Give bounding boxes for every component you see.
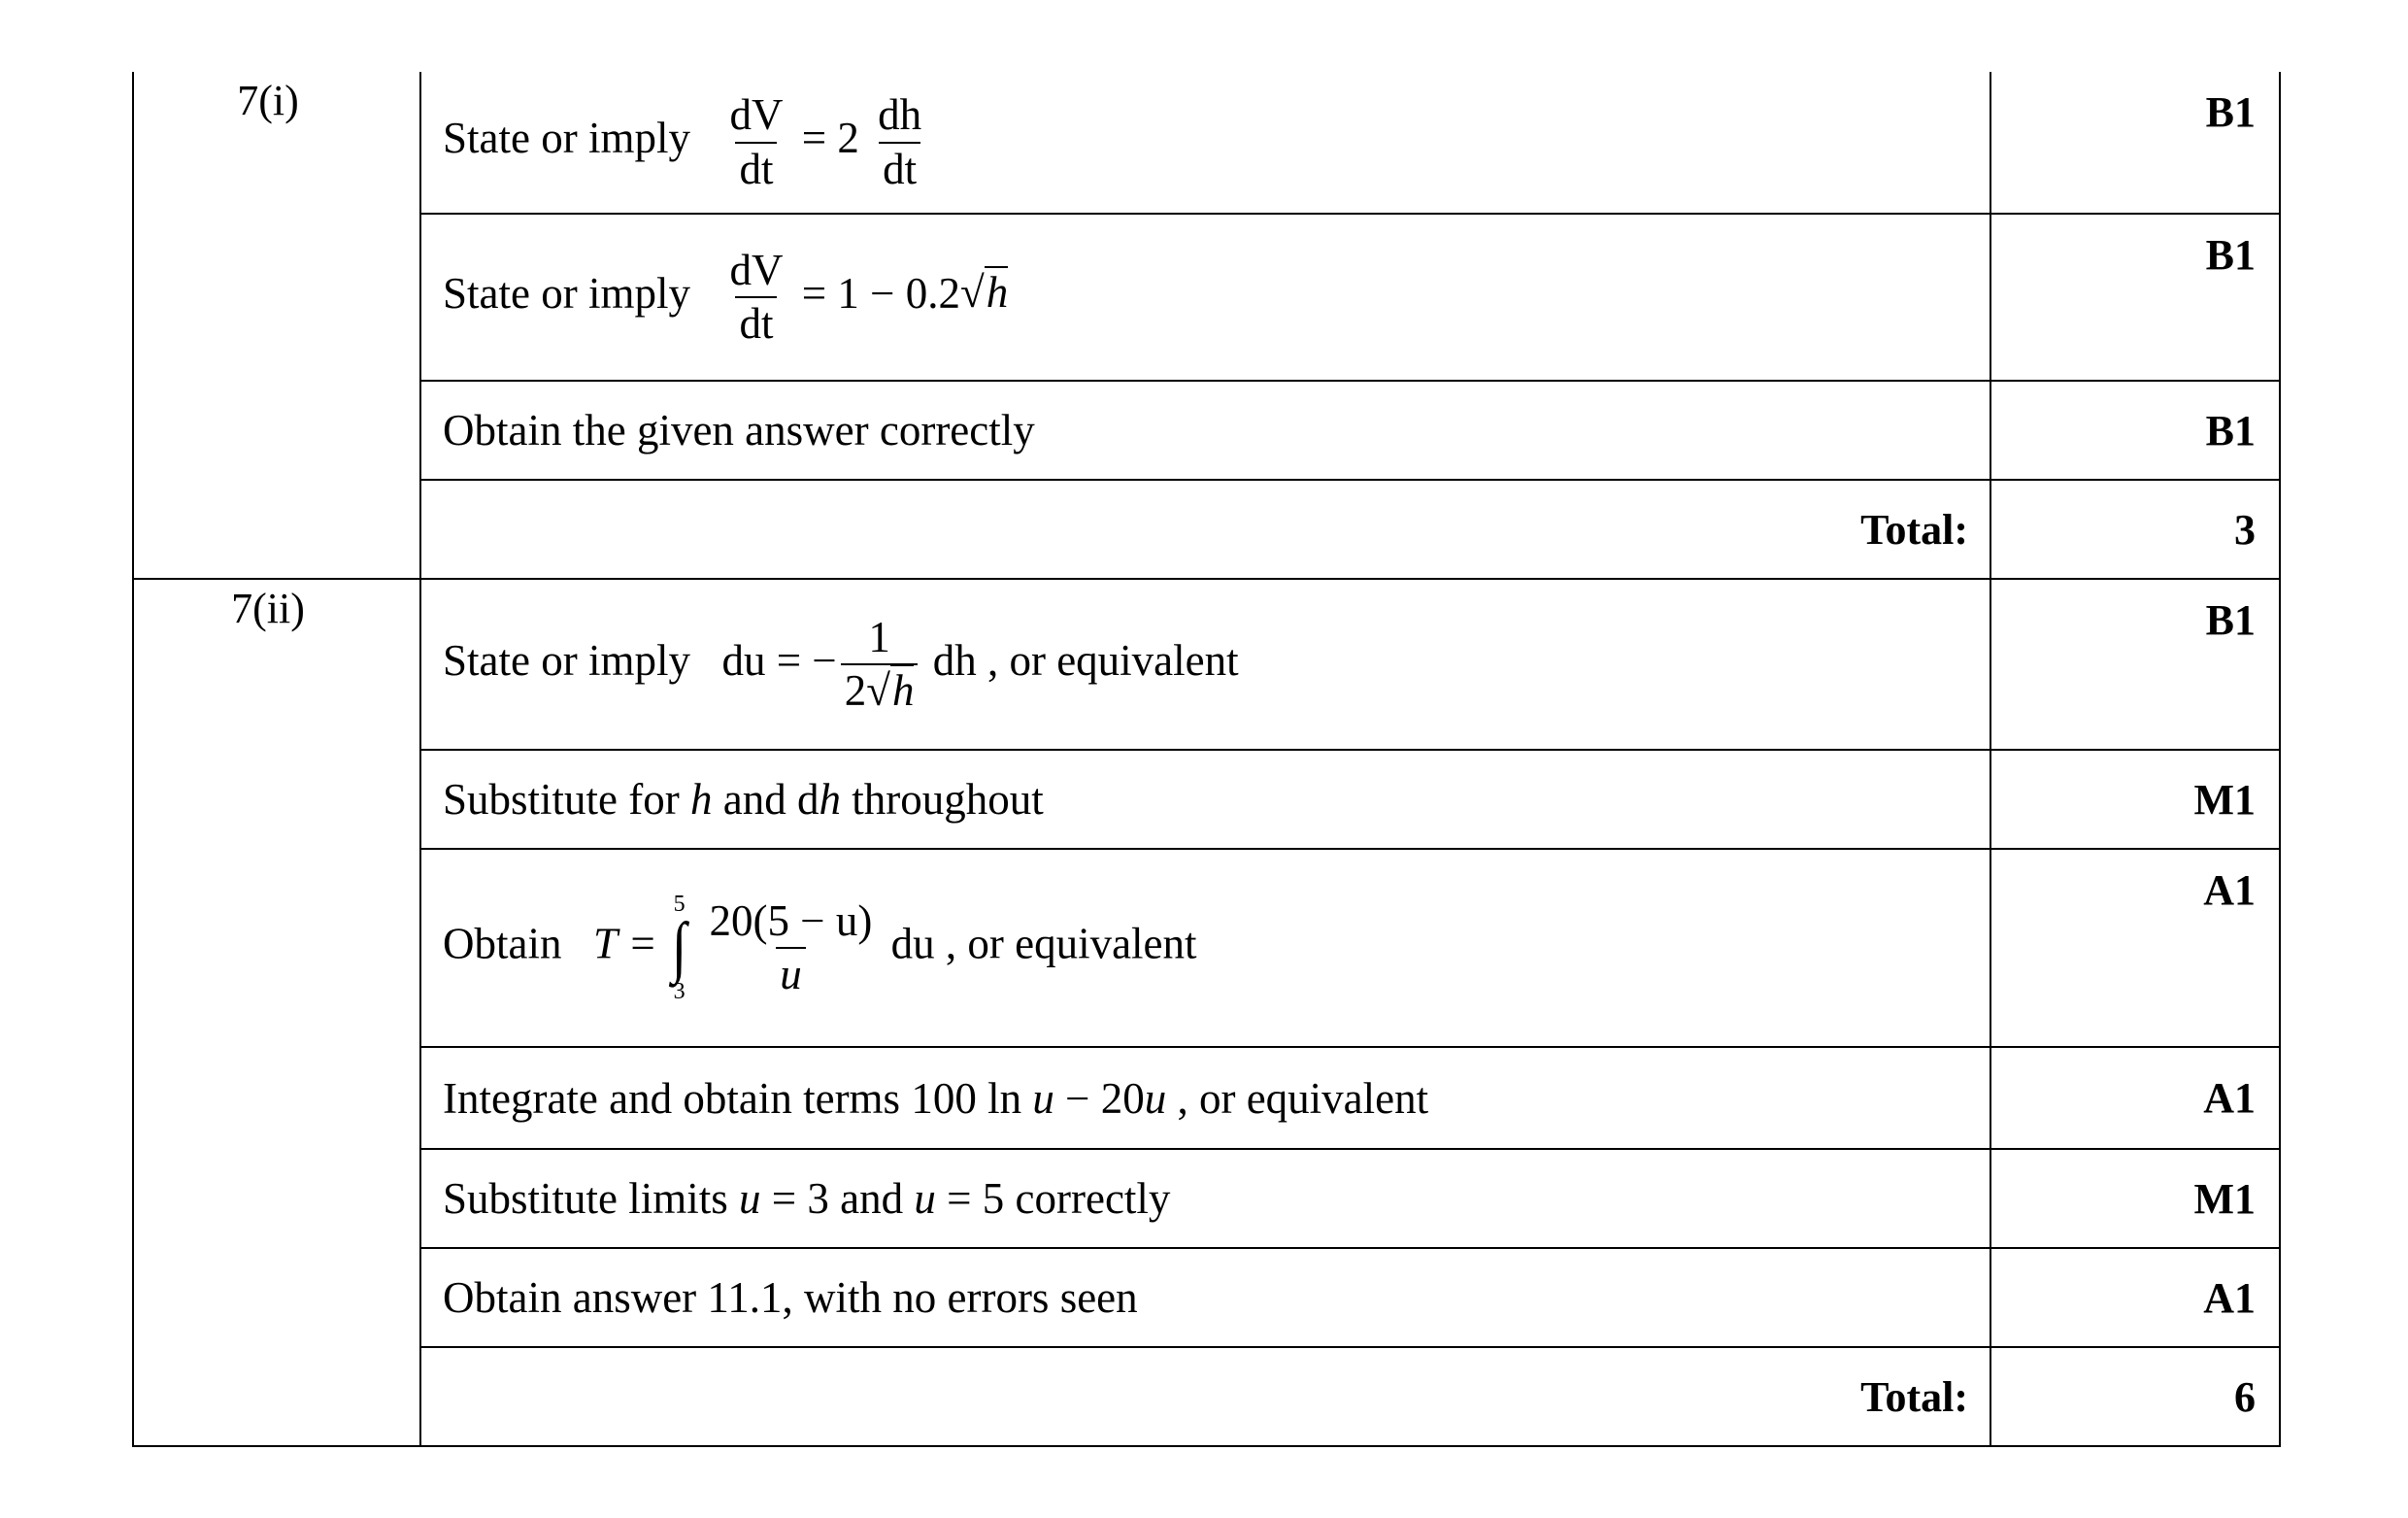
mark-value: A1 — [1990, 849, 2280, 1047]
answer-cell: Substitute for h and dh throughout — [420, 750, 1990, 849]
total-label: Total: — [420, 480, 1990, 579]
q7ii-row-2 — [133, 750, 2280, 849]
q7ii-row-5 — [133, 1149, 2280, 1248]
answer-cell: State or imply du = − $\frac{1}{2√h}$ dh , or equivalent — [420, 579, 1990, 750]
answer-text: State or imply — [443, 113, 690, 162]
total-value: 6 — [1990, 1347, 2280, 1446]
answer-cell: State or imply $\frac{dV}{dt}$ = 2 $\frac{dh}{dt}$ — [420, 72, 1990, 214]
answer-cell: Integrate and obtain terms 100 ln u − 20u , or equivalent — [420, 1047, 1990, 1149]
answer-text: State or imply — [443, 268, 690, 318]
fraction-one-over-2-root-h: $\frac{1}{2√h}$ — [841, 614, 919, 716]
q7i-total-row — [133, 480, 2280, 579]
answer-cell: Obtain T = 5 ∫ 3 $\frac{20(5 - u)}{u}$ du , or equivalent — [420, 849, 1990, 1047]
fraction-integrand: $\frac{20(5 - u)}{u}$ — [709, 895, 873, 998]
q7i-row-2 — [133, 214, 2280, 381]
q7ii-total-row — [133, 1347, 2280, 1446]
mark-value: M1 — [1990, 1149, 2280, 1248]
mark-value: M1 — [1990, 750, 2280, 849]
total-label: Total: — [420, 1347, 1990, 1446]
fraction-dv-dt: $\frac{dV}{dt}$ — [729, 90, 784, 193]
fraction-dv-dt: $\frac{dV}{dt}$ — [729, 245, 784, 348]
mark-scheme-table — [132, 72, 2281, 1447]
mark-value: B1 — [1990, 381, 2280, 480]
answer-cell: Obtain answer 11.1, with no errors seen — [420, 1248, 1990, 1347]
mark-value: A1 — [1990, 1047, 2280, 1149]
q7ii-row-1 — [133, 579, 2280, 750]
integral-sign: 5 ∫ 3 — [671, 891, 687, 1005]
answer-text: State or imply — [443, 635, 690, 685]
question-number-7ii: 7(ii) — [133, 579, 420, 1446]
answer-cell: State or imply $\frac{dV}{dt}$ = 1 − 0.2√h — [420, 214, 1990, 381]
sqrt-h: √h — [960, 268, 1009, 318]
fraction-dh-dt: $\frac{dh}{dt}$ — [878, 90, 922, 193]
q7i-row-1 — [133, 72, 2280, 214]
mark-value: A1 — [1990, 1248, 2280, 1347]
mark-value: B1 — [1990, 579, 2280, 750]
mark-value: B1 — [1990, 72, 2280, 214]
total-value: 3 — [1990, 480, 2280, 579]
q7ii-row-6 — [133, 1248, 2280, 1347]
mark-value: B1 — [1990, 214, 2280, 381]
q7i-row-3 — [133, 381, 2280, 480]
q7ii-row-3 — [133, 849, 2280, 1047]
question-number-7i: 7(i) — [133, 72, 420, 579]
answer-cell: Substitute limits u = 3 and u = 5 correctly — [420, 1149, 1990, 1248]
q7ii-row-4 — [133, 1047, 2280, 1149]
answer-cell: Obtain the given answer correctly — [420, 381, 1990, 480]
